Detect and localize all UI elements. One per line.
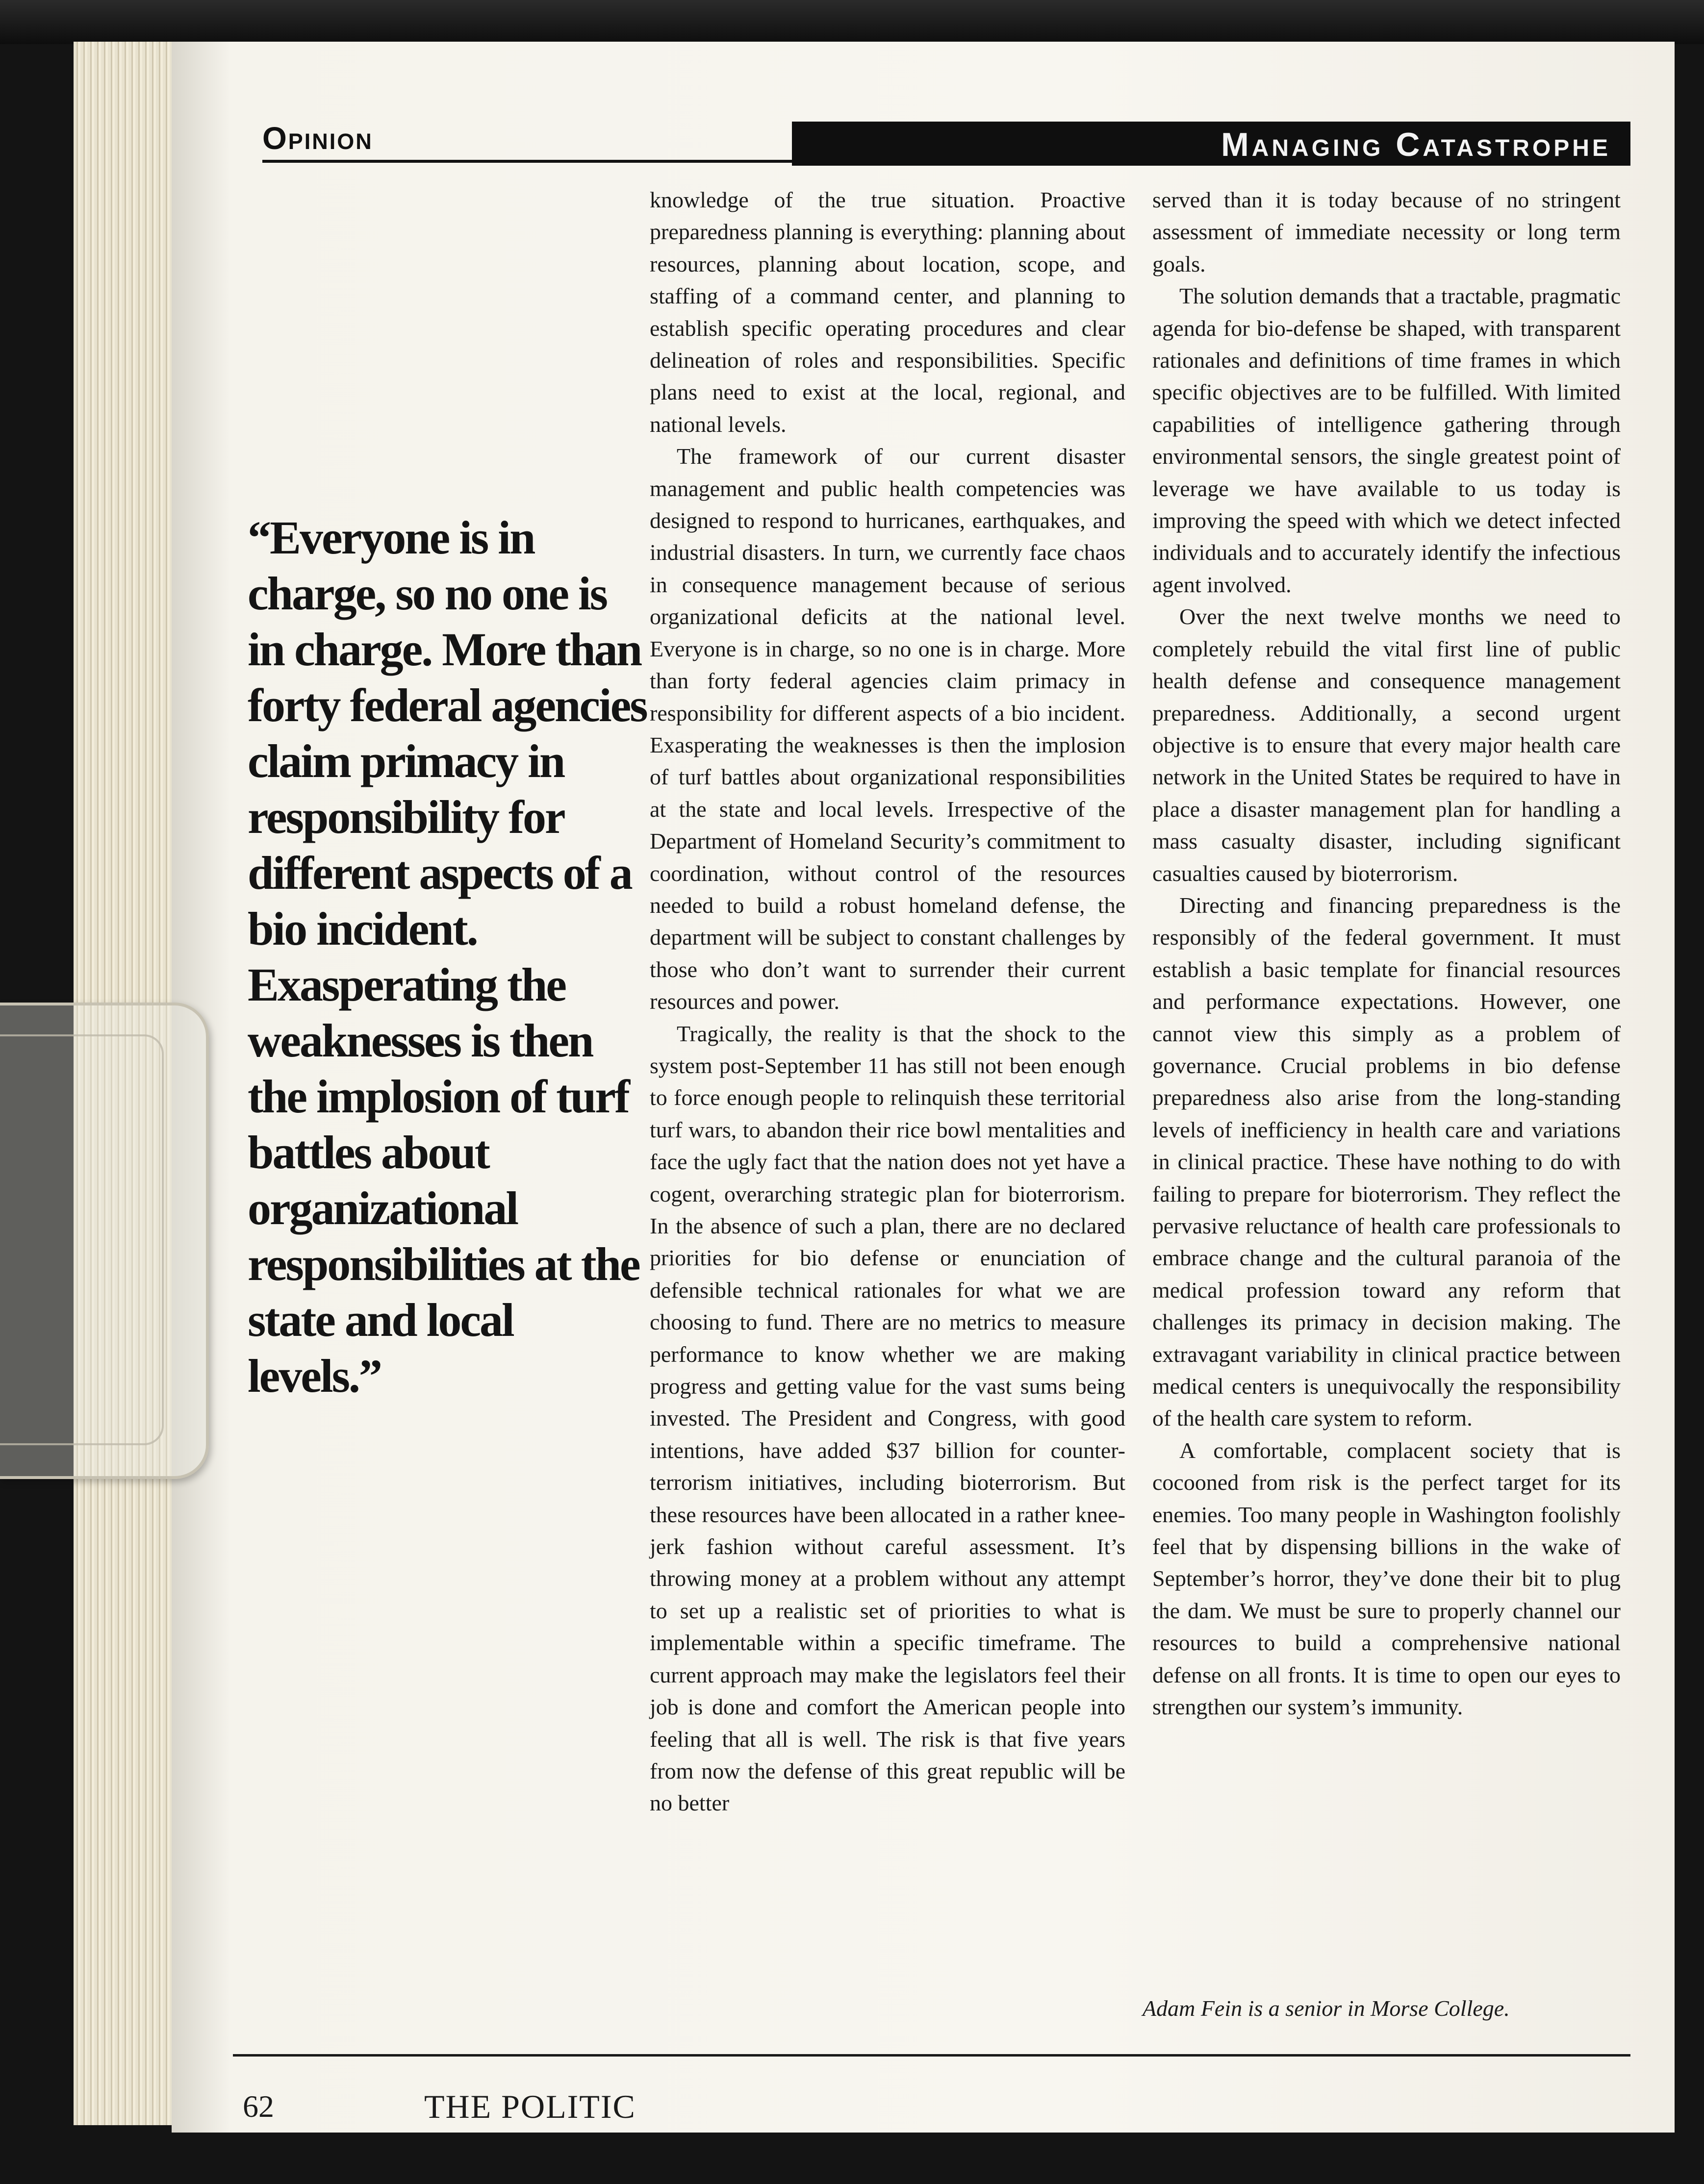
paragraph: The solution demands that a tractable, pragmatic agenda for bio-defense be shaped, with transparent rationales and definitions of time frames in which specific objectives are to be fulfilled. With limited capabilities of intelligence gathering through environmental sensors, the single greatest point of leverage we have available to us today is improving the speed with which we detect infected individuals and to accurately identify the infectious agent involved.	[1152, 283, 1621, 597]
author-byline: Adam Fein is a senior in Morse College.	[1143, 1996, 1510, 2021]
paragraph: knowledge of the true situation. Proactive preparedness planning is everything: planning about resources, planning about location, scope, and staffing of a command center, and planning to establish specific operating procedures and clear delineation of roles and responsibilities. Specific plans need to exist at the local, regional, and national levels.	[650, 187, 1125, 437]
paragraph: Tragically, the reality is that the shock to the system post-September 11 has still not been enough to force enough people to relinquish these territorial turf wars, to abandon their rice bowl mentalities and face the ugly fact that the nation does not yet have a cogent, overarching strategic plan for bioterrorism. In the absence of such a plan, there are no declared priorities for bio defense or enunciation of defensible technical rationales for what we are choosing to fund. There are no metrics to measure performance to know whether we are making progress and getting value for the vast sums being invested. The President and Congress, with good intentions, have added $37 billion for counter-terrorism initiatives, including bioterrorism. But these resources have been allocated in a rather knee-jerk fashion without careful assessment. It’s throwing money at a problem without any attempt to set up a realistic set of priorities to what is implementable within a specific timeframe. The current approach may make the legislators feel their job is done and comfort the American people into feeling that all is well. The risk is that five years from now the defense of this great republic will be no better	[650, 1021, 1125, 1816]
section-label: Opinion	[262, 121, 373, 156]
footer-rule	[233, 2054, 1630, 2057]
paragraph: Directing and financing preparedness is the responsibly of the federal government. It must establish a basic template for financial resources and performance expectations. However, one cannot view this simply as a problem of governance. Crucial problems in bio defense preparedness also arise from the long-standing levels of inefficiency in health care and variations in clinical practice. These have nothing to do with failing to prepare for bioterrorism. They reflect the pervasive reluctance of health care professionals to embrace change and the cultural paranoia of the medical profession toward any reform that challenges its primacy in decision making. The extravagant variability in clinical practice between medical centers is unequivocally the responsibility of the health care system to reform.	[1152, 892, 1621, 1431]
paragraph: The framework of our current disaster management and public health competencies was designed to respond to hurricanes, earthquakes, and industrial disasters. In turn, we currently face chaos in consequence management because of serious organizational deficits at the national level. Everyone is in charge, so no one is in charge. More than forty federal agencies claim primacy in responsibility for different aspects of a bio incident. Exasperating the weaknesses is then the implosion of turf battles about organizational responsibilities at the state and local levels. Irrespective of the Department of Homeland Security’s commitment to coordination, without control of the resources needed to build a robust homeland defense, the department will be subject to constant challenges by those who don’t want to surrender their current resources and power.	[650, 444, 1125, 1014]
binder-edge	[0, 0, 1704, 44]
page-number: 62	[243, 2089, 274, 2124]
pull-quote: “Everyone is in charge, so no one is in charge. More than forty federal agencies claim primacy in responsibility for different aspects of a bio incident. Exasperating the weaknesses is then the implosion of turf battles about organizational responsibilities at the state and local levels.”	[248, 511, 647, 1402]
article-title-bar: Managing Catastrophe	[792, 122, 1630, 166]
binder-clip-inner	[0, 1034, 164, 1445]
text-column-1	[650, 184, 1125, 1819]
paragraph: A comfortable, complacent society that is cocooned from risk is the perfect target for its enemies. Too many people in Washington foolishly feel that by dispensing billions in the wake of September’s horror, they’ve done their bit to plug the dam. We must be sure to properly channel our resources to build a comprehensive national defense on all fronts. It is time to open our eyes to strengthen our system’s immunity.	[1152, 1437, 1621, 1720]
magazine-title: THE POLITIC	[424, 2088, 636, 2125]
paragraph: served than it is today because of no stringent assessment of immediate necessity or long term goals.	[1152, 187, 1621, 276]
header-rule	[262, 160, 792, 163]
paragraph: Over the next twelve months we need to completely rebuild the vital first line of public health defense and consequence management preparedness. Additionally, a second urgent objective is to ensure that every major health care network in the United States be required to have in place a disaster management plan for handling a mass casualty disaster, including significant casualties caused by bioterrorism.	[1152, 604, 1621, 886]
text-column-2	[1152, 184, 1621, 1723]
